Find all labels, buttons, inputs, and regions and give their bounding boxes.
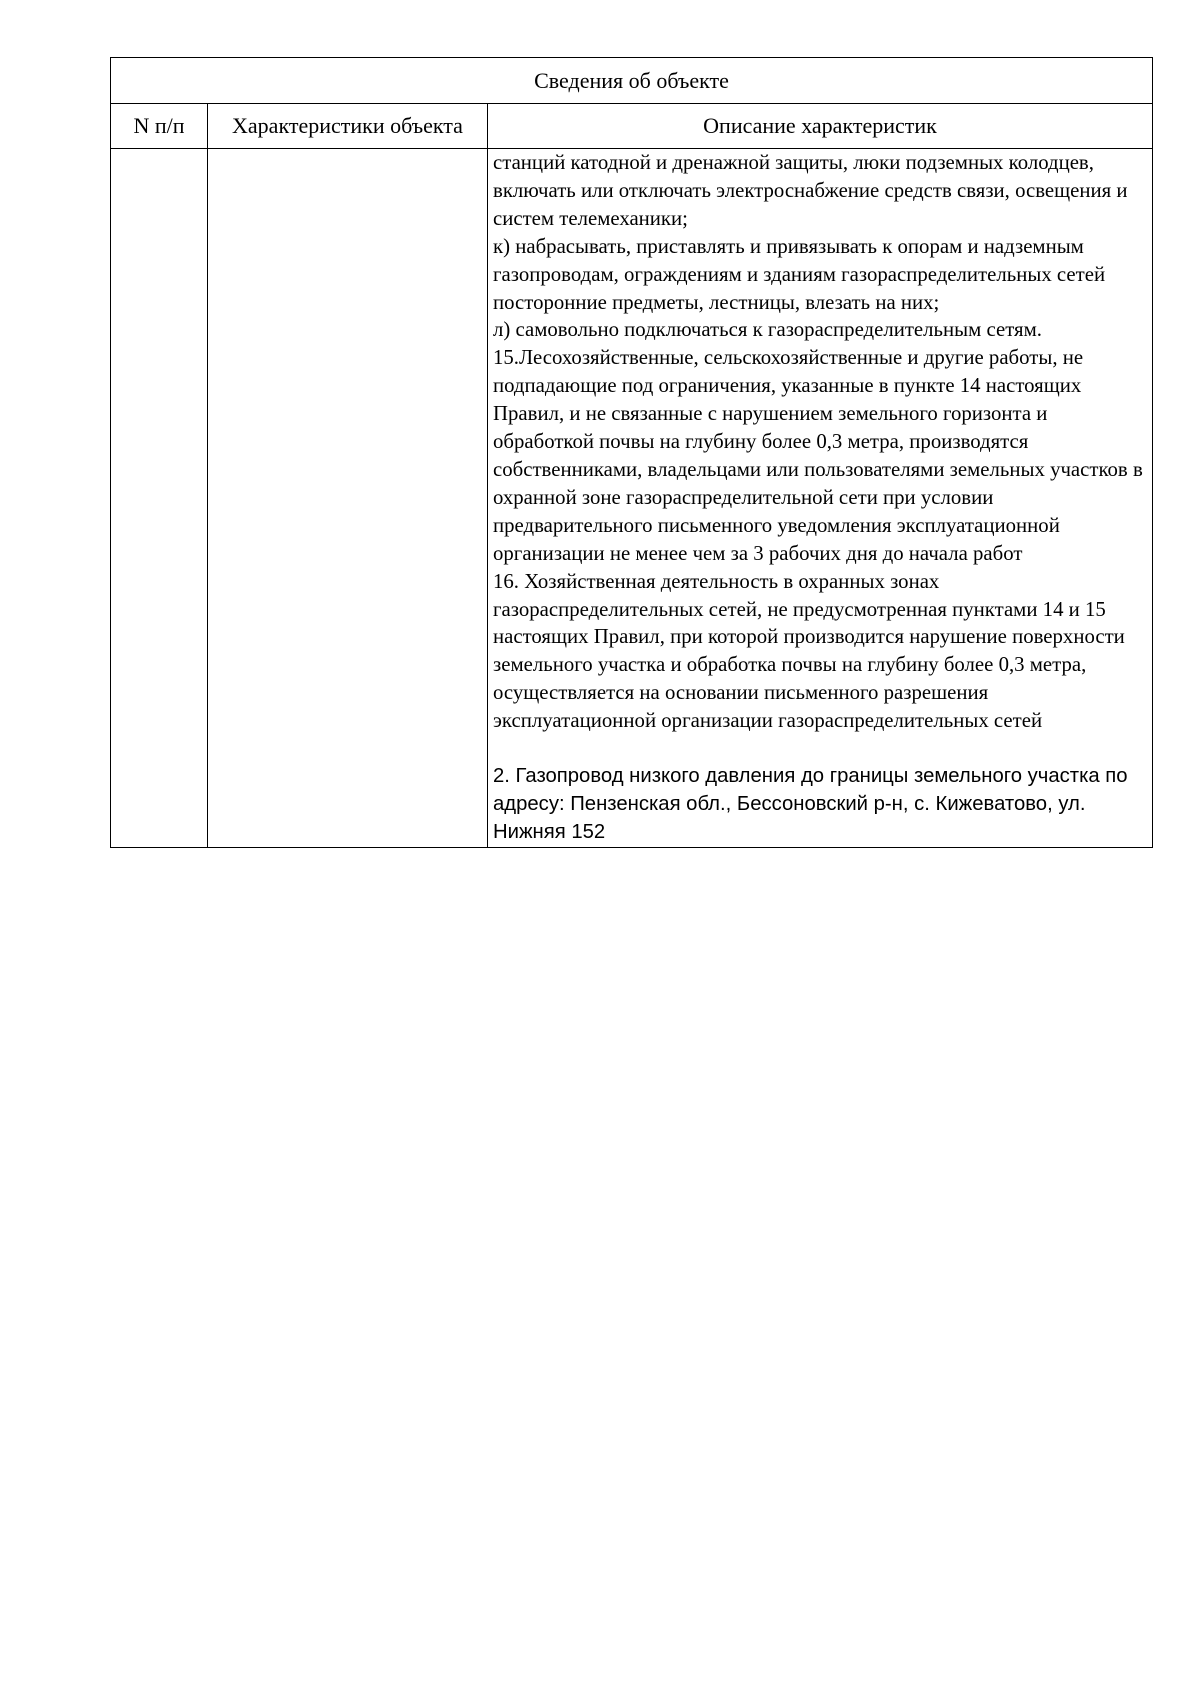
header-characteristics: Характеристики объекта (208, 104, 488, 149)
description-paragraph-4: 15.Лесохозяйственные, сельскохозяйственные и другие работы, не подпадающие под ограничения, указанные в пункте 14 настоящих Правил, и не связанные с нарушением земельного горизонта и обработкой почвы на глубину более 0,3 метра, производятся собственниками, владельцами или пользователями земельных участков в охранной зоне газораспределительной сети при условии предварительного письменного уведомления эксплуатационной организации не менее чем за 3 рабочих дня до начала работ (493, 346, 1143, 565)
object-address: 2. Газопровод низкого давления до границы земельного участка по адресу: Пензенская обл., Бессоновский р-н, с. Кижеватово, ул. Нижняя 152 (493, 764, 1128, 843)
paragraph-spacer (493, 735, 1148, 763)
table-row (111, 149, 1153, 848)
object-info-table (110, 57, 1153, 848)
description-paragraph-2: к) набрасывать, приставлять и привязывать к опорам и надземным газопроводам, ограждениям и зданиям газораспределительных сетей посторонние предметы, лестницы, влезать на них; (493, 234, 1106, 314)
cell-description (488, 149, 1153, 848)
header-description: Описание характеристик (488, 104, 1153, 149)
table-title: Сведения об объекте (111, 58, 1153, 104)
table-title-row (111, 58, 1153, 104)
cell-num (111, 149, 208, 848)
description-paragraph-5: 16. Хозяйственная деятельность в охранных зонах газораспределительных сетей, не предусмотренная пунктами 14 и 15 настоящих Правил, при которой производится нарушение поверхности земельного участка и обработка почвы на глубину более 0,3 метра, осуществляется на основании письменного разрешения эксплуатационной организации газораспределительных сетей (493, 569, 1125, 733)
table-header-row (111, 104, 1153, 149)
description-paragraph-3: л) самовольно подключаться к газораспределительным сетям. (493, 318, 1042, 342)
description-paragraph-1: станций катодной и дренажной защиты, люки подземных колодцев, включать или отключать электроснабжение средств связи, освещения и систем телемеханики; (493, 151, 1128, 230)
header-num: N п/п (111, 104, 208, 149)
cell-characteristics (208, 149, 488, 848)
